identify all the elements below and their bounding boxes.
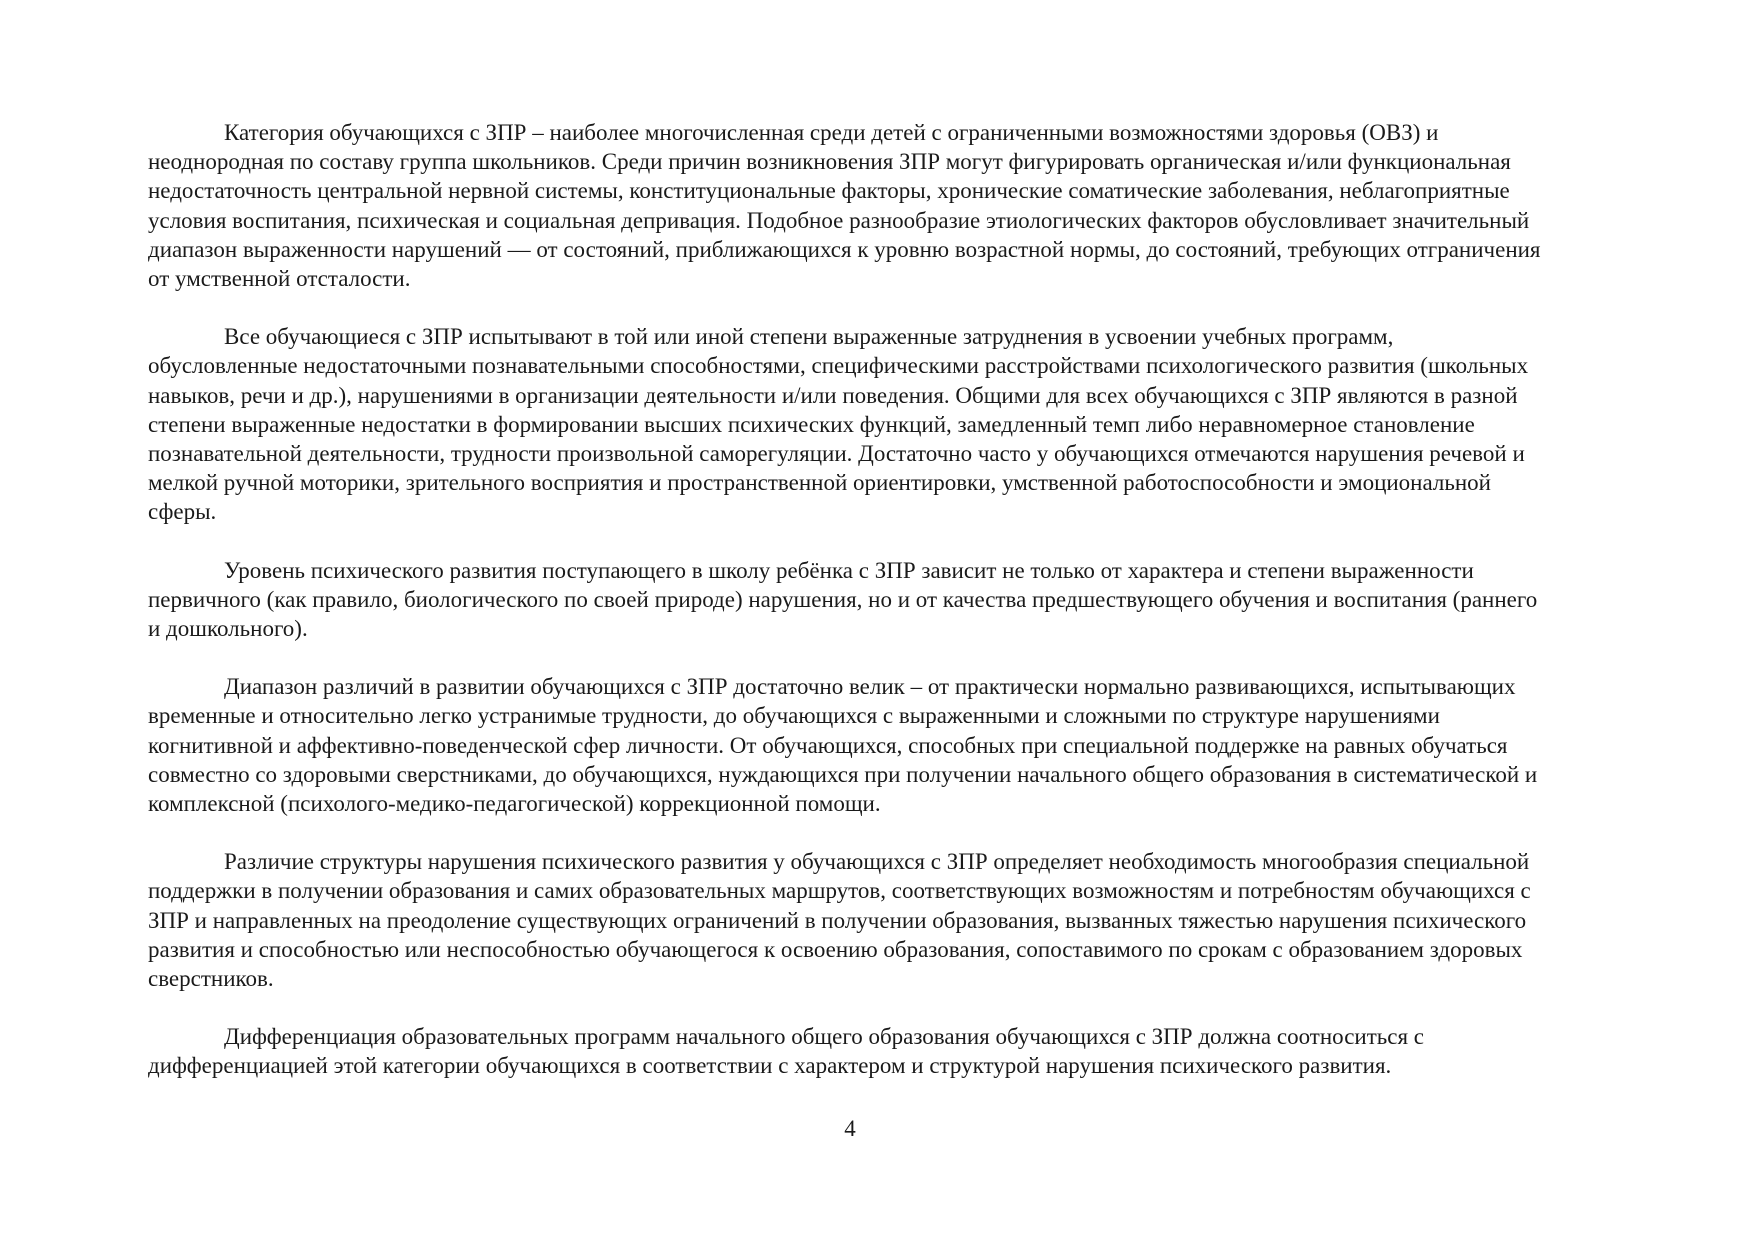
paragraph: Все обучающиеся с ЗПР испытывают в той или иной степени выраженные затруднения в усвоении учебных программ, обусловленные недостаточными познавательными способностями, специфическими расстройствами психологического развития (школьных навыков, речи и др.), нарушениями в организации деятельности и/или поведения. Общими для всех обучающихся с ЗПР являются в разной степени выраженные недостатки в формировании высших психических функций, замедленный темп либо неравномерное становление познавательной деятельности, трудности произвольной саморегуляции. Достаточно часто у обучающихся отмечаются нарушения речевой и мелкой ручной моторики, зрительного восприятия и пространственной ориентировки, умственной работоспособности и эмоциональной сферы. xyxy=(148,324,1529,525)
paragraph: Дифференциация образовательных программ начального общего образования обучающихся с ЗПР должна соотноситься с дифференциацией этой категории обучающихся в соответствии с характером и структурой нарушения психического развития. xyxy=(148,1024,1424,1079)
paragraph: Различие структуры нарушения психического развития у обучающихся с ЗПР определяет необходимость многообразия специальной поддержки в получении образования и самих образовательных маршрутов, соответствующих возможностям и потребностям обучающихся с ЗПР и направленных на преодоление существующих ограничений в получении образования, вызванных тяжестью нарушения психического развития и способностью или неспособностью обучающегося к освоению образования, сопоставимого по срокам с образованием здоровых сверстников. xyxy=(148,849,1531,992)
page-number: 4 xyxy=(844,1116,856,1141)
document-body xyxy=(148,118,1548,1110)
paragraph: Уровень психического развития поступающего в школу ребёнка с ЗПР зависит не только от характера и степени выраженности первичного (как правило, биологического по своей природе) нарушения, но и от качества предшествующего обучения и воспитания (раннего и дошкольного). xyxy=(148,557,1538,642)
paragraph: Диапазон различий в развитии обучающихся с ЗПР достаточно велик – от практически нормально развивающихся, испытывающих временные и относительно легко устранимые трудности, до обучающихся с выраженными и сложными по структуре нарушениями когнитивной и аффективно-поведенческой сфер личности. От обучающихся, способных при специальной поддержке на равных обучаться совместно со здоровыми сверстниками, до обучающихся, нуждающихся при получении начального общего образования в систематической и комплексной (психолого-медико-педагогической) коррекционной помощи. xyxy=(148,674,1538,817)
paragraph: Категория обучающихся с ЗПР – наиболее многочисленная среди детей с ограниченными возможностями здоровья (ОВЗ) и неоднородная по составу группа школьников. Среди причин возникновения ЗПР могут фигурировать органическая и/или функциональная недостаточность центральной нервной системы, конституциональные факторы, хронические соматические заболевания, неблагоприятные условия воспитания, психическая и социальная депривация. Подобное разнообразие этиологических факторов обусловливает значительный диапазон выраженности нарушений — от состояний, приближающихся к уровню возрастной нормы, до состояний, требующих отграничения от умственной отсталости. xyxy=(148,120,1541,292)
